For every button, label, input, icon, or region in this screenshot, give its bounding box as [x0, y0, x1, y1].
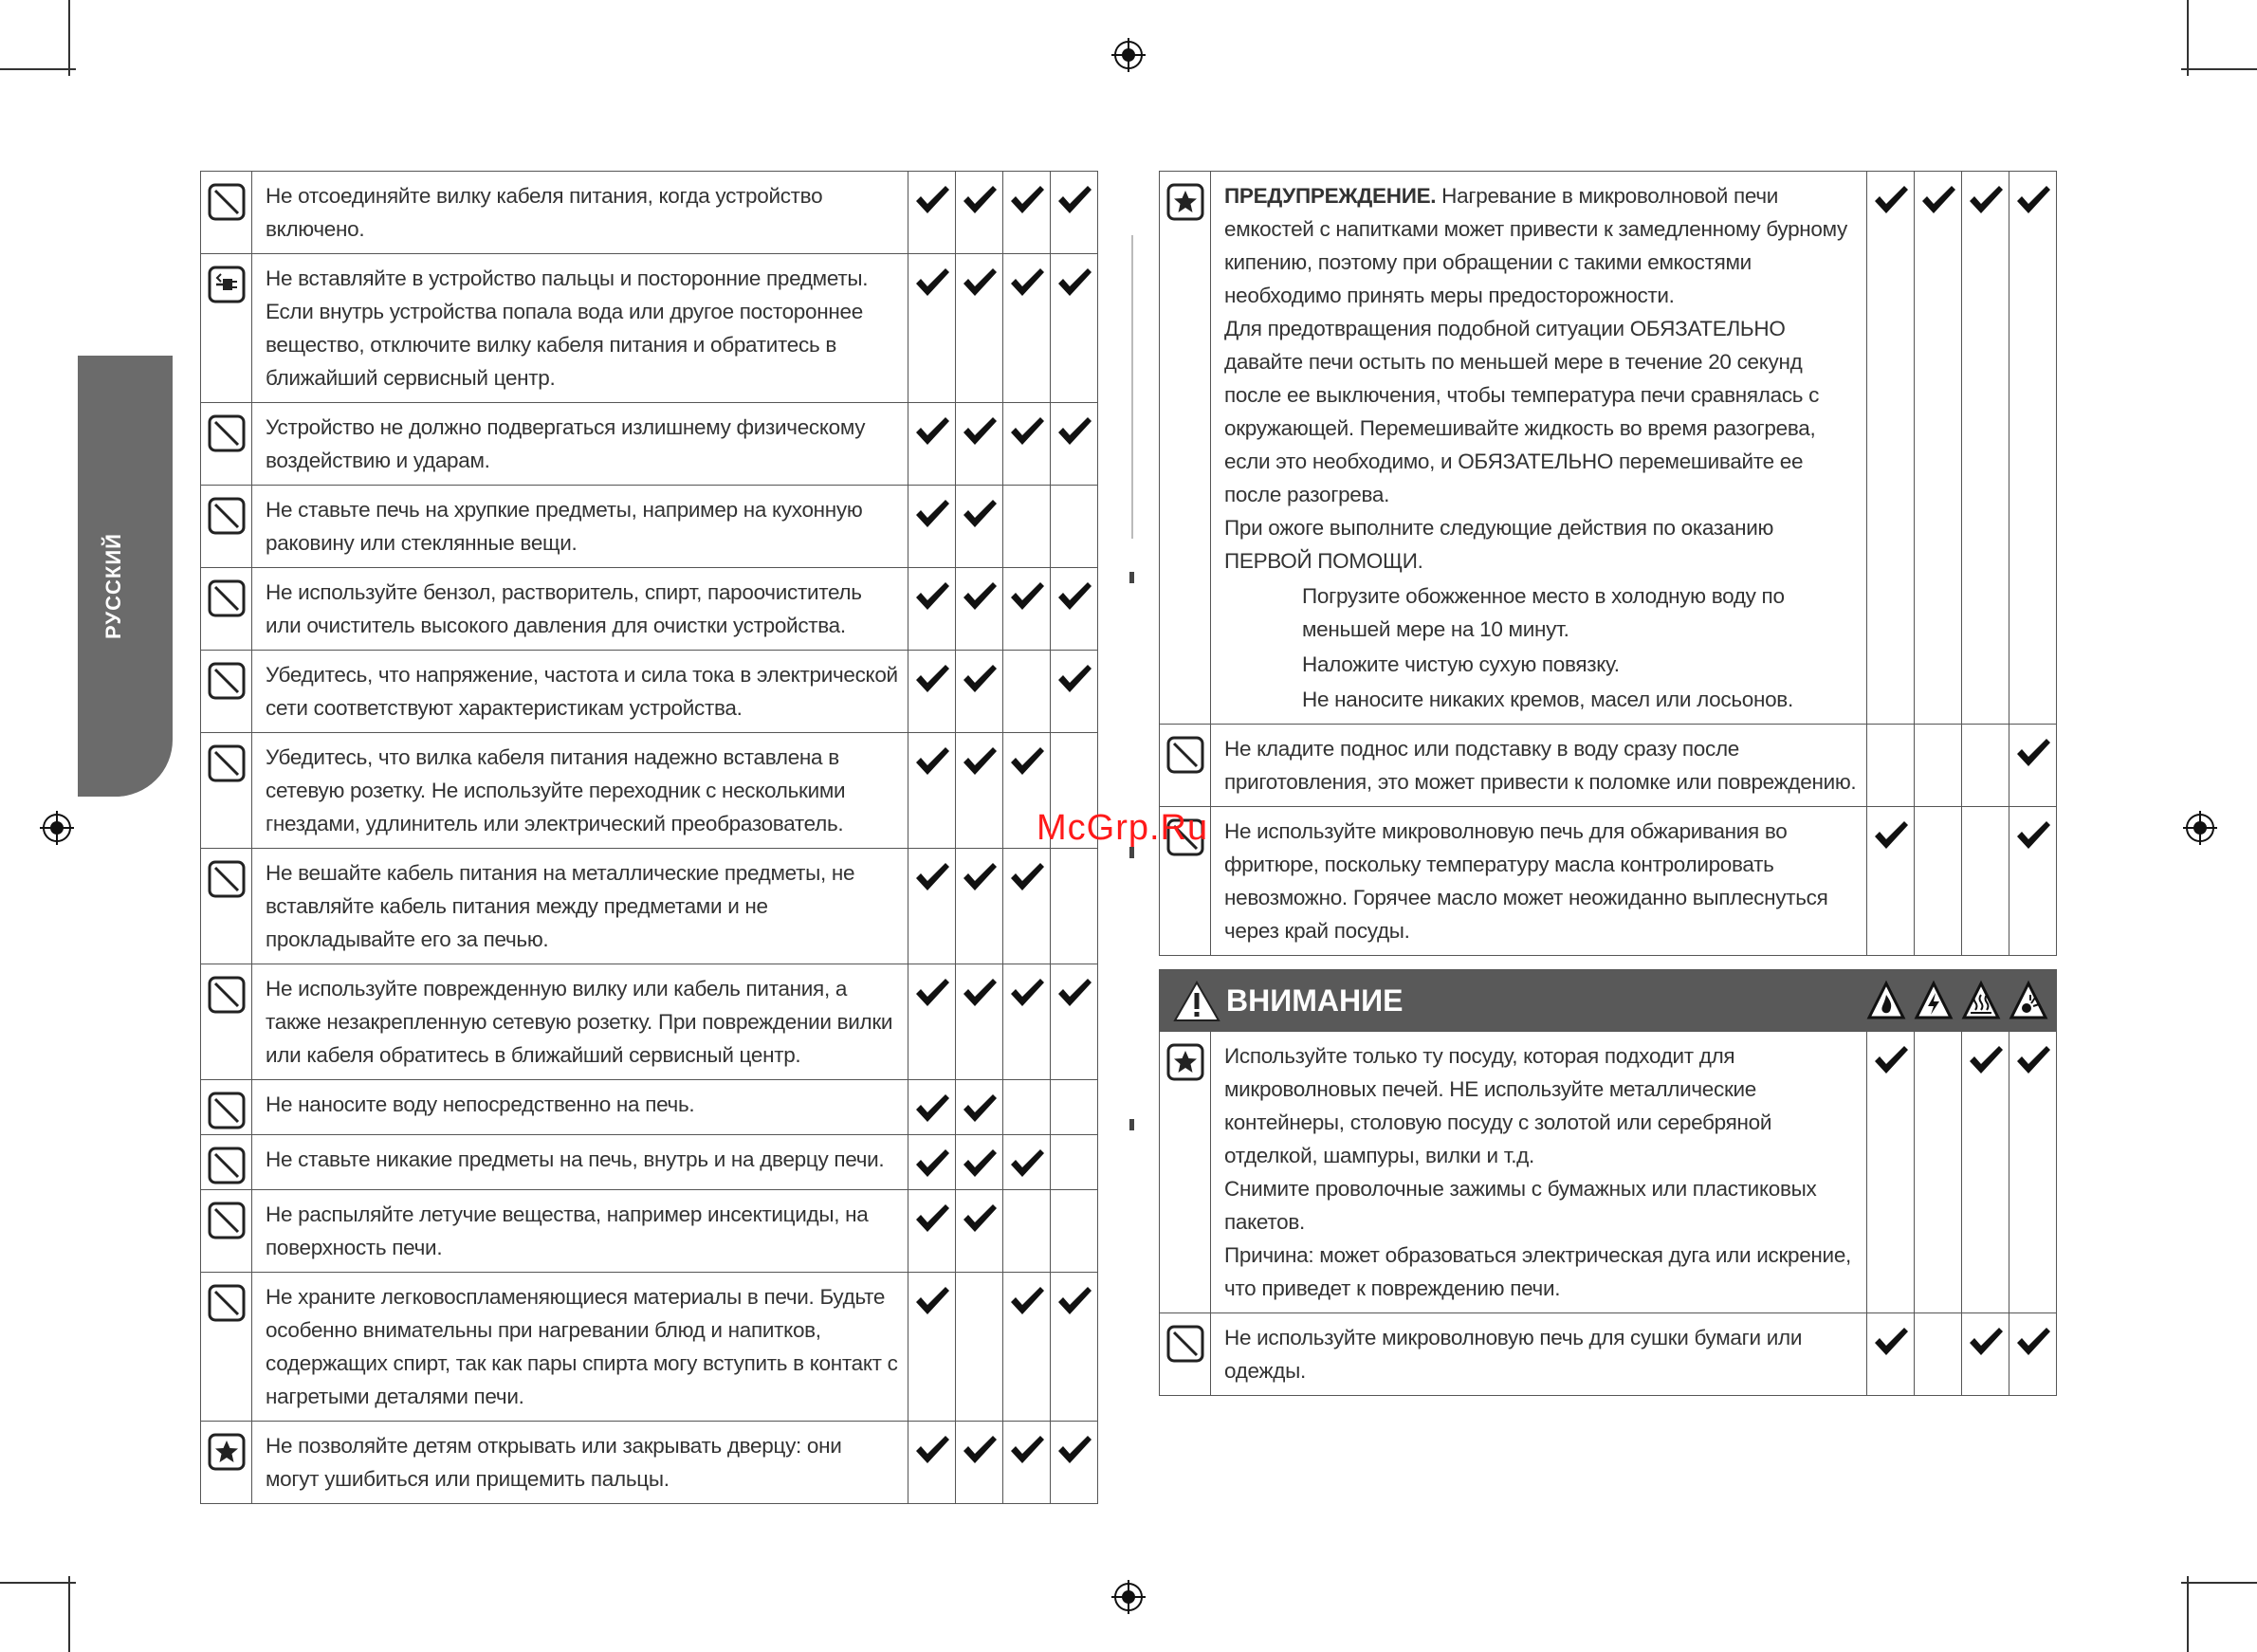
check-icon	[962, 1093, 998, 1124]
table-row	[201, 568, 1098, 651]
check-cell	[1915, 1313, 1962, 1396]
check-cell	[956, 486, 1003, 568]
row-text: Не храните легковоспламеняющиеся материалы в печи. Будьте особенно внимательны при нагревании блюд и напитков, содержащих спирт, так как пары спирта могу вступить в контакт с нагретыми деталями печи.	[252, 1273, 908, 1422]
check-icon	[914, 1435, 950, 1465]
row-icon-cell	[1160, 725, 1211, 807]
registration-mark-icon	[1111, 38, 1146, 72]
star-icon	[1166, 183, 1204, 226]
check-cell	[1915, 1032, 1962, 1313]
table-row	[201, 651, 1098, 733]
check-cell	[908, 403, 956, 486]
table-row	[1160, 172, 2057, 725]
first-aid-intro: При ожоге выполните следующие действия по оказанию ПЕРВОЙ ПОМОЩИ.	[1224, 516, 1774, 573]
check-cell	[1003, 1422, 1051, 1504]
check-cell	[1003, 964, 1051, 1080]
check-icon	[1968, 1045, 2004, 1075]
check-cell	[956, 254, 1003, 403]
check-icon	[1056, 581, 1092, 612]
check-icon	[1873, 820, 1909, 851]
check-cell	[1051, 849, 1098, 964]
check-cell	[1962, 1032, 2009, 1313]
check-icon	[914, 978, 950, 1008]
check-cell	[2009, 172, 2057, 725]
check-cell	[908, 486, 956, 568]
row-text: Не ставьте никакие предметы на печь, внутрь и на дверцу печи.	[252, 1135, 908, 1190]
table-row	[201, 964, 1098, 1080]
row-icon-cell	[201, 733, 252, 849]
check-cell	[908, 849, 956, 964]
check-cell	[1003, 403, 1051, 486]
check-cell	[908, 172, 956, 254]
check-cell	[1003, 1190, 1051, 1273]
row-text-line: Причина: может образоваться электрическая дуга или искрение, что приведет к повреждению печи.	[1224, 1243, 1851, 1300]
prohibit-icon	[208, 183, 246, 226]
check-cell	[1051, 1273, 1098, 1422]
left-safety-table	[200, 171, 1098, 1504]
check-icon	[1009, 416, 1045, 447]
check-icon	[1056, 1435, 1092, 1465]
check-cell	[908, 1273, 956, 1422]
check-icon	[962, 1435, 998, 1465]
check-icon	[2015, 820, 2051, 851]
crop-mark	[68, 1576, 70, 1652]
check-icon	[1056, 185, 1092, 215]
prohibit-icon	[208, 414, 246, 457]
check-cell	[1051, 1190, 1098, 1273]
check-icon	[914, 1093, 950, 1124]
check-icon	[1009, 1286, 1045, 1316]
row-text-line: Используйте только ту посуду, которая подходит для микроволновых печей. НЕ используйте металлические контейнеры, столовую посуду с золотой или серебряной отделкой, шампуры, вилки и т.д.	[1224, 1044, 1772, 1167]
check-cell	[1003, 651, 1051, 733]
prohibit-icon	[208, 662, 246, 705]
check-cell	[1867, 1313, 1915, 1396]
prohibit-icon	[208, 1147, 246, 1189]
check-cell	[956, 403, 1003, 486]
registration-mark-icon	[1111, 1580, 1146, 1614]
check-icon	[914, 746, 950, 777]
check-icon	[1056, 664, 1092, 694]
row-text	[1211, 1313, 1867, 1396]
check-icon	[1873, 1327, 1909, 1357]
check-cell	[908, 1080, 956, 1135]
fire-hazard-icon	[1866, 980, 1906, 1023]
registration-mark-icon	[2183, 811, 2217, 845]
hot-surface-icon	[1961, 980, 2001, 1023]
table-row	[201, 1273, 1098, 1422]
table-row	[1160, 807, 2057, 956]
check-cell	[956, 1422, 1003, 1504]
first-aid-step: Погрузите обожженное место в холодную воду по меньшей мере на 10 минут.	[1302, 584, 1785, 641]
check-cell	[1003, 1080, 1051, 1135]
check-icon	[914, 1286, 950, 1316]
check-cell	[908, 254, 956, 403]
row-icon-cell	[201, 1080, 252, 1135]
table-row	[201, 254, 1098, 403]
prohibit-icon	[208, 1092, 246, 1134]
table-row	[201, 486, 1098, 568]
prohibit-icon	[208, 1284, 246, 1327]
crop-mark	[68, 0, 70, 76]
check-cell	[1051, 964, 1098, 1080]
check-cell	[1915, 807, 1962, 956]
crop-mark	[2187, 1576, 2189, 1652]
check-icon	[962, 581, 998, 612]
row-icon-cell	[201, 1422, 252, 1504]
check-cell	[1003, 254, 1051, 403]
check-icon	[914, 664, 950, 694]
check-icon	[1009, 978, 1045, 1008]
row-icon-cell	[201, 1273, 252, 1422]
table-row	[201, 1190, 1098, 1273]
row-text: Не отсоединяйте вилку кабеля питания, когда устройство включено.	[252, 172, 908, 254]
check-icon	[962, 416, 998, 447]
crop-mark	[2187, 0, 2189, 76]
row-text: Не ставьте печь на хрупкие предметы, например на кухонную раковину или стеклянные вещи.	[252, 486, 908, 568]
check-icon	[962, 978, 998, 1008]
check-cell	[1051, 1422, 1098, 1504]
row-text	[1211, 1032, 1867, 1313]
registration-mark-icon	[40, 811, 74, 845]
check-icon	[1009, 746, 1045, 777]
check-icon	[962, 499, 998, 529]
table-row	[1160, 1032, 2057, 1313]
row-text: Не используйте поврежденную вилку или кабель питания, а также незакрепленную сетевую розетку. При повреждении вилки или кабеля обратитесь в ближайший сервисный центр.	[252, 964, 908, 1080]
prohibit-icon	[208, 976, 246, 1019]
table-row	[1160, 725, 2057, 807]
row-text-line: Снимите проволочные зажимы с бумажных или пластиковых пакетов.	[1224, 1177, 1817, 1234]
row-text: Не распыляйте летучие вещества, например инсектициды, на поверхность печи.	[252, 1190, 908, 1273]
check-cell	[1051, 254, 1098, 403]
caution-title: ВНИМАНИЕ	[1226, 983, 1404, 1018]
check-cell	[1051, 1135, 1098, 1190]
row-icon-cell	[201, 486, 252, 568]
prohibit-icon	[1166, 736, 1204, 779]
check-icon	[1009, 1435, 1045, 1465]
crop-mark	[2181, 1582, 2257, 1584]
row-icon-cell	[201, 651, 252, 733]
row-text: Убедитесь, что вилка кабеля питания надежно вставлена в сетевую розетку. Не используйте переходник с несколькими гнездами, удлинитель или электрический преобразователь.	[252, 733, 908, 849]
first-aid-step: Наложите чистую сухую повязку.	[1302, 652, 1620, 676]
check-cell	[2009, 1313, 2057, 1396]
right-safety-table	[1159, 171, 2057, 956]
check-icon	[962, 746, 998, 777]
check-cell	[1003, 1135, 1051, 1190]
check-icon	[2015, 1045, 2051, 1075]
check-icon	[914, 499, 950, 529]
check-icon	[962, 1203, 998, 1234]
check-cell	[956, 172, 1003, 254]
row-text: Убедитесь, что напряжение, частота и сила тока в электрической сети соответствуют характеристикам устройства.	[252, 651, 908, 733]
check-cell	[956, 1190, 1003, 1273]
check-icon	[914, 1148, 950, 1179]
check-cell	[956, 568, 1003, 651]
check-icon	[1056, 978, 1092, 1008]
check-icon	[962, 862, 998, 892]
check-icon	[914, 1203, 950, 1234]
check-cell	[2009, 1032, 2057, 1313]
table-row	[201, 1135, 1098, 1190]
table-row	[1160, 1313, 2057, 1396]
crop-mark	[0, 1582, 76, 1584]
check-icon	[962, 185, 998, 215]
check-cell	[908, 1190, 956, 1273]
check-cell	[1962, 1313, 2009, 1396]
check-icon	[2015, 185, 2051, 215]
table-row	[201, 733, 1098, 849]
check-cell	[1003, 849, 1051, 964]
check-icon	[962, 664, 998, 694]
check-icon	[914, 185, 950, 215]
row-text: Не используйте бензол, растворитель, спирт, пароочиститель или очиститель высокого давления для очистки устройства.	[252, 568, 908, 651]
check-icon	[1009, 581, 1045, 612]
row-icon-cell	[1160, 172, 1211, 725]
warning-label: ПРЕДУПРЕЖДЕНИЕ.	[1224, 184, 1437, 208]
watermark: McGrp.Ru	[1037, 808, 1209, 848]
check-cell	[1962, 807, 2009, 956]
prohibit-icon	[208, 497, 246, 540]
caution-table	[1159, 1031, 2057, 1396]
row-icon-cell	[201, 568, 252, 651]
star-icon	[1166, 1043, 1204, 1086]
row-icon-cell	[201, 964, 252, 1080]
prohibit-icon	[208, 744, 246, 787]
check-cell	[1962, 172, 2009, 725]
check-icon	[914, 416, 950, 447]
check-cell	[1003, 172, 1051, 254]
row-text: Не кладите поднос или подставку в воду сразу после приготовления, это может привести к поломке или повреждению.	[1211, 725, 1867, 807]
check-cell	[1003, 1273, 1051, 1422]
explosion-hazard-icon	[2009, 980, 2048, 1023]
crop-mark	[2181, 68, 2257, 70]
language-tab	[78, 356, 173, 797]
fold-mark	[1129, 572, 1134, 583]
row-icon-cell	[201, 849, 252, 964]
row-icon-cell	[201, 403, 252, 486]
check-icon	[962, 1148, 998, 1179]
check-cell	[1003, 568, 1051, 651]
check-icon	[914, 581, 950, 612]
row-text: Не наносите воду непосредственно на печь.	[252, 1080, 908, 1135]
row-text-line: Не используйте микроволновую печь для сушки бумаги или одежды.	[1224, 1326, 1803, 1383]
row-icon-cell	[201, 172, 252, 254]
check-cell	[908, 568, 956, 651]
check-cell	[1867, 807, 1915, 956]
check-cell	[908, 733, 956, 849]
row-icon-cell	[201, 254, 252, 403]
check-cell	[1051, 651, 1098, 733]
warning-paragraph: Для предотвращения подобной ситуации ОБЯЗАТЕЛЬНО давайте печи остыть по меньшей мере в течение 20 секунд после ее выключения, чтобы температура печи сравнялась с окружающей. Перемешивайте жидкость во время разогрева, если это необходимо, и ОБЯЗАТЕЛЬНО перемешивайте ее после разогрева.	[1224, 317, 1820, 506]
check-cell	[956, 964, 1003, 1080]
check-icon	[914, 862, 950, 892]
star-icon	[208, 1433, 246, 1476]
prohibit-icon	[208, 860, 246, 903]
check-icon	[1873, 185, 1909, 215]
table-row	[201, 403, 1098, 486]
check-icon	[2015, 738, 2051, 768]
check-cell	[908, 1135, 956, 1190]
caution-header	[1159, 969, 2057, 1032]
crop-mark	[0, 68, 76, 70]
check-cell	[956, 1135, 1003, 1190]
check-icon	[2015, 1327, 2051, 1357]
electric-hazard-icon	[1914, 980, 1954, 1023]
check-cell	[956, 1273, 1003, 1422]
check-cell	[1003, 486, 1051, 568]
check-icon	[1873, 1045, 1909, 1075]
table-row	[201, 849, 1098, 964]
fold-mark	[1129, 1119, 1134, 1130]
check-icon	[1009, 1148, 1045, 1179]
check-cell	[1867, 1032, 1915, 1313]
check-cell	[956, 1080, 1003, 1135]
check-cell	[1915, 172, 1962, 725]
row-icon-cell	[201, 1190, 252, 1273]
warning-triangle-icon	[1173, 980, 1220, 1023]
check-icon	[1009, 862, 1045, 892]
check-icon	[1968, 185, 2004, 215]
check-cell	[1867, 725, 1915, 807]
check-cell	[908, 1422, 956, 1504]
check-cell	[956, 733, 1003, 849]
check-cell	[956, 651, 1003, 733]
row-text: Устройство не должно подвергаться излишнему физическому воздействию и ударам.	[252, 403, 908, 486]
check-icon	[1009, 185, 1045, 215]
row-text: Не вставляйте в устройство пальцы и посторонние предметы. Если внутрь устройства попала вода или другое постороннее вещество, отключите вилку кабеля питания и обратитесь в ближайший сервисный центр.	[252, 254, 908, 403]
check-cell	[956, 849, 1003, 964]
check-icon	[1920, 185, 1956, 215]
row-icon-cell	[1160, 1313, 1211, 1396]
check-cell	[2009, 807, 2057, 956]
check-cell	[1051, 403, 1098, 486]
check-cell	[1051, 568, 1098, 651]
row-text: Не позволяйте детям открывать или закрывать дверцу: они могут ушибиться или прищемить пальцы.	[252, 1422, 908, 1504]
check-cell	[908, 651, 956, 733]
check-icon	[1056, 267, 1092, 298]
language-tab-label: РУССКИЙ	[101, 533, 125, 639]
check-icon	[1056, 416, 1092, 447]
warning-text	[1211, 172, 1867, 725]
prohibit-icon	[208, 1202, 246, 1244]
row-text: Не вешайте кабель питания на металлические предметы, не вставляйте кабель питания между предметами и не прокладывайте его за печью.	[252, 849, 908, 964]
table-row	[201, 1422, 1098, 1504]
unplug-icon	[208, 266, 246, 308]
check-cell	[2009, 725, 2057, 807]
fold-line	[1131, 235, 1133, 539]
check-cell	[1051, 172, 1098, 254]
check-icon	[1009, 267, 1045, 298]
prohibit-icon	[208, 579, 246, 622]
check-icon	[914, 267, 950, 298]
check-icon	[1968, 1327, 2004, 1357]
row-icon-cell	[201, 1135, 252, 1190]
check-cell	[1962, 725, 2009, 807]
check-cell	[1915, 725, 1962, 807]
check-cell	[1051, 486, 1098, 568]
row-text: Не используйте микроволновую печь для обжаривания во фритюре, поскольку температуру масла контролировать невозможно. Горячее масло может неожиданно выплеснуться через край посуды.	[1211, 807, 1867, 956]
check-icon	[1056, 1286, 1092, 1316]
check-cell	[1867, 172, 1915, 725]
table-row	[201, 172, 1098, 254]
check-cell	[908, 964, 956, 1080]
check-cell	[1051, 1080, 1098, 1135]
first-aid-step: Не наносите никаких кремов, масел или лосьонов.	[1302, 688, 1793, 711]
check-icon	[962, 267, 998, 298]
table-row	[201, 1080, 1098, 1135]
prohibit-icon	[1166, 1325, 1204, 1367]
warning-paragraph: Нагревание в микроволновой печи емкостей с напитками может привести к замедленному бурному кипению, поэтому при обращении с такими емкостями необходимо принять меры предосторожности.	[1224, 184, 1848, 307]
row-icon-cell	[1160, 1032, 1211, 1313]
